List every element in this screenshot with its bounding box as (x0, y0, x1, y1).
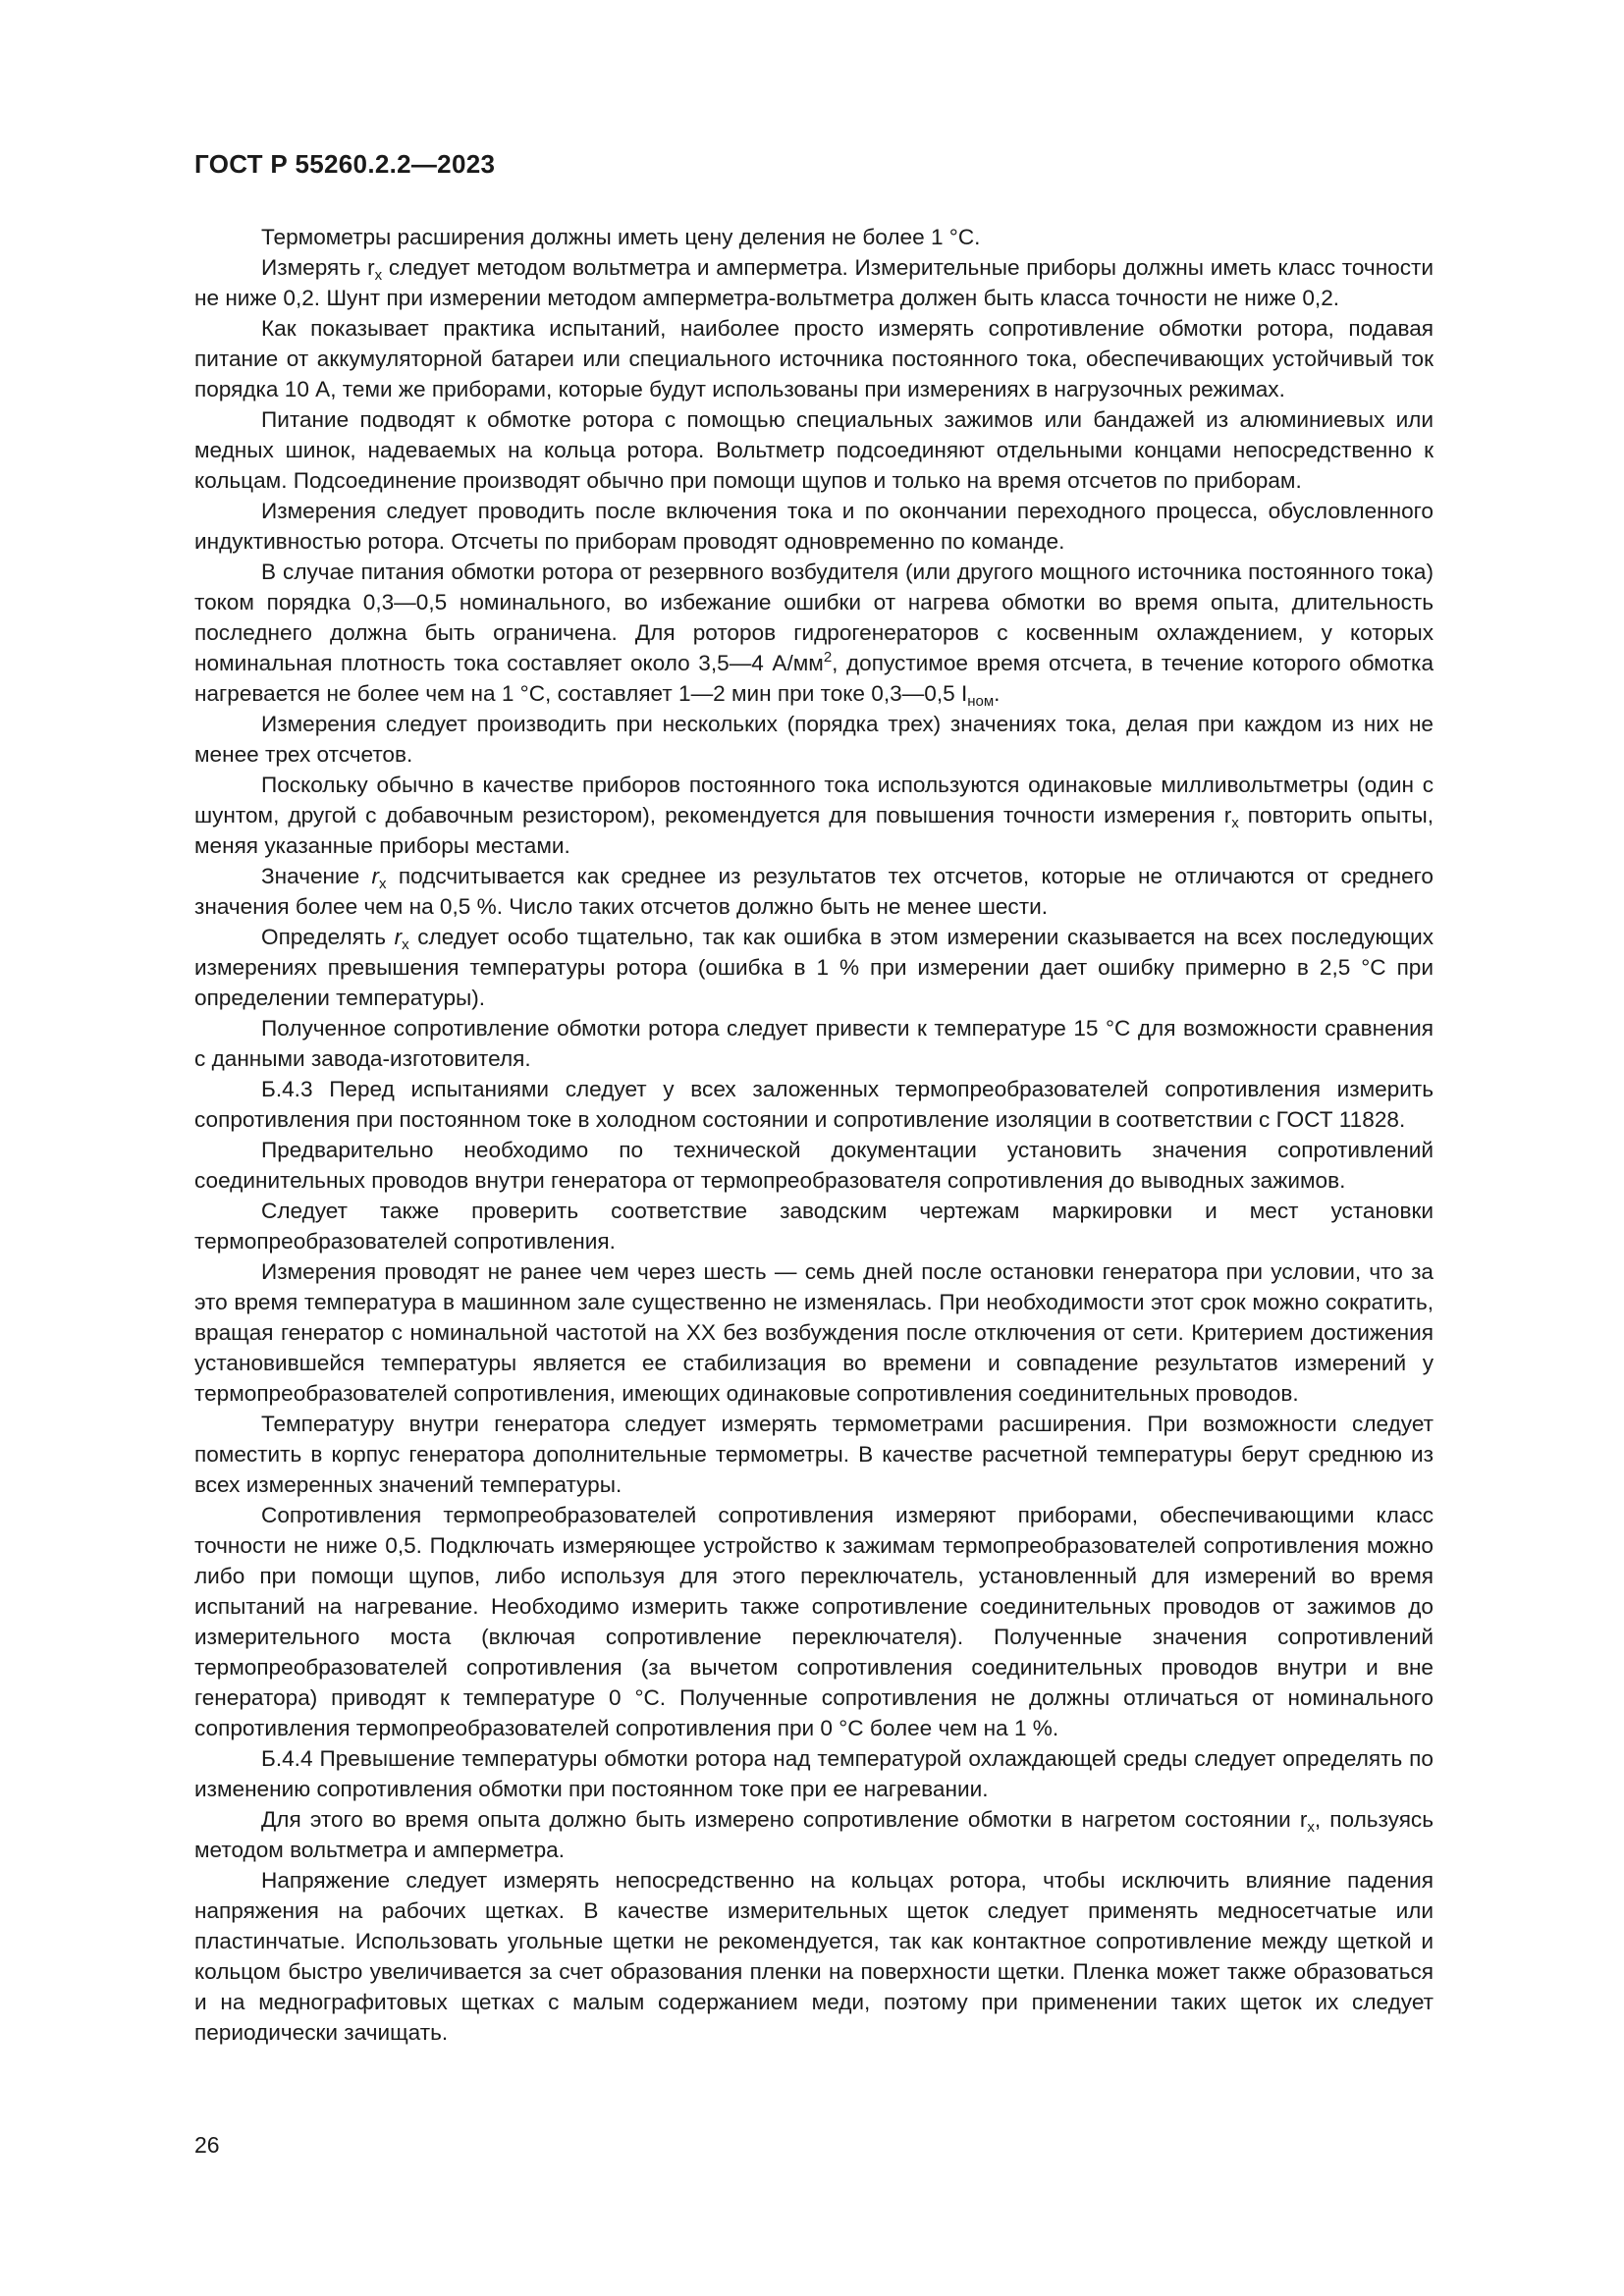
paragraph: Для этого во время опыта должно быть измерено сопротивление обмотки в нагретом состоянии $r_x$, пользуясь методом вольтметра и амперметра. (194, 1807, 1435, 1862)
paragraph: Измерять $r_x$ следует методом вольтметра и амперметра. Измерительные приборы должны иметь класс точности не ниже 0,2. Шунт при измерении методом амперметра-вольтметра должен быть класса точности не ниже 0,2. (194, 255, 1435, 310)
paragraph: Поскольку обычно в качестве приборов постоянного тока используются одинаковые милливольтметры (один с шунтом, другой с добавочным резистором), рекомендуется для повышения точности измерения $r_x$ повторить опыты, меняя указанные приборы местами. (194, 773, 1434, 858)
paragraph: Значение $r_x$ подсчитывается как среднее из результатов тех отсчетов, которые не отличаются от среднего значения более чем на 0,5 %. Число таких отсчетов должно быть не менее шести. (194, 864, 1434, 919)
paragraph: Предварительно необходимо по технической документации установить значения сопротивлений соединительных проводов внутри генератора от термопреобразователя сопротивления до выводных зажимов. (194, 1138, 1434, 1193)
symbol-r: r (371, 864, 380, 888)
subscript-x: x (379, 876, 387, 892)
subscript-x: x (1307, 1819, 1315, 1836)
paragraph: Полученное сопротивление обмотки ротора следует привести к температуре 15 °С для возможности сравнения с данными завода-изготовителя. (194, 1016, 1434, 1071)
subscript-x: x (402, 936, 409, 953)
paragraph: Б.4.3 Перед испытаниями следует у всех заложенных термопреобразователей сопротивления измерить сопротивления при постоянном токе в холодном состоянии и сопротивление изоляции в соответствии с ГОСТ 11828. (194, 1077, 1434, 1132)
symbol-r: r (1223, 803, 1232, 828)
paragraph: Напряжение следует измерять непосредственно на кольцах ротора, чтобы исключить влияние падения напряжения на рабочих щетках. В качестве измерительных щеток следует применять медносетчатые или пластинчатые. Использовать угольные щетки не рекомендуется, так как контактное сопротивление между щеткой и кольцом быстро увеличивается за счет образования пленки на поверхности щетки. Пленка может также образоваться и на меднографитовых щетках с малым содержанием меди, поэтому при применении таких щеток их следует периодически зачищать. (194, 1868, 1434, 2045)
paragraph: Питание подводят к обмотке ротора с помощью специальных зажимов или бандажей из алюминиевых или медных шинок, надеваемых на кольца ротора. Вольтметр подсоединяют отдельными концами непосредственно к кольцам. Подсоединение производят обычно при помощи щупов и только на время отсчетов по приборам. (194, 407, 1434, 493)
paragraph: Измерения проводят не ранее чем через шесть — семь дней после остановки генератора при условии, что за это время температура в машинном зале существенно не изменялась. При необходимости этот срок можно сократить, вращая генератор с номинальной частотой на XX без возбуждения после отключения от сети. Критерием достижения установившейся температуры является ее стабилизация во времени и совпадение результатов измерений у термопреобразователей сопротивления, имеющих одинаковые сопротивления соединительных проводов. (194, 1259, 1434, 1406)
paragraph: Как показывает практика испытаний, наиболее просто измерять сопротивление обмотки ротора, подавая питание от аккумуляторной батареи или специального источника постоянного тока, обеспечивающих устойчивый ток порядка 10 А, теми же приборами, которые будут использованы при измерениях в нагрузочных режимах. (194, 316, 1434, 401)
paragraph: Определять $r_x$ следует особо тщательно, так как ошибка в этом измерении сказывается на всех последующих измерениях превышения температуры ротора (ошибка в 1 % при измерении дает ошибку примерно в 2,5 °С при определении температуры). (194, 925, 1434, 1010)
paragraph: В случае питания обмотки ротора от резервного возбудителя (или другого мощного источника постоянного тока) током порядка 0,3—0,5 номинального, во избежание ошибки от нагрева обмотки во время опыта, длительность последнего должна быть ограничена. Для роторов гидрогенераторов с косвенным охлаждением, у которых номинальная плотность тока составляет около 3,5—4 $А/мм^2$, допустимое время отсчета, в течение которого обмотка нагревается не более чем на 1 °С, составляет 1—2 мин при токе 0,3—0,5 $I_{ном}$. (194, 560, 1435, 710)
symbol-r: r (1299, 1807, 1308, 1832)
document-body (194, 222, 1434, 2048)
subscript-nom: ном (967, 693, 995, 710)
paragraph: Сопротивления термопреобразователей сопротивления измеряют приборами, обеспечивающими класс точности не ниже 0,5. Подключать измеряющее устройство к зажимам термопреобразователей сопротивления можно либо при помощи щупов, либо используя для этого переключатель, установленный для измерений во время испытаний на нагревание. Необходимо измерить также сопротивление соединительных проводов от зажимов до измерительного моста (включая сопротивление переключателя). Полученные значения сопротивлений термопреобразователей сопротивления (за вычетом сопротивления соединительных проводов внутри и вне генератора) приводят к температуре 0 °С. Полученные сопротивления не должны отличаться от номинального сопротивления термопреобразователей сопротивления при 0 °С более чем на 1 %. (194, 1503, 1434, 1740)
paragraph: Б.4.4 Превышение температуры обмотки ротора над температурой охлаждающей среды следует определять по изменению сопротивления обмотки при постоянном токе при ее нагревании. (194, 1746, 1434, 1801)
paragraph: Измерения следует проводить после включения тока и по окончании переходного процесса, обусловленного индуктивностью ротора. Отсчеты по приборам проводят одновременно по команде. (194, 499, 1434, 554)
document-header: ГОСТ Р 55260.2.2—2023 (194, 149, 496, 179)
symbol-r: r (394, 925, 403, 949)
paragraph: Измерения следует производить при нескольких (порядка трех) значениях тока, делая при каждом из них не менее трех отсчетов. (194, 712, 1434, 767)
symbol-r: r (367, 255, 375, 280)
page-number: 26 (194, 2132, 220, 2158)
superscript-2: 2 (823, 649, 833, 666)
subscript-x: x (1231, 815, 1239, 831)
paragraph: Следует также проверить соответствие заводским чертежам маркировки и мест установки термопреобразователей сопротивления. (194, 1199, 1434, 1254)
paragraph: Температуру внутри генератора следует измерять термометрами расширения. При возможности следует поместить в корпус генератора дополнительные термометры. В качестве расчетной температуры берут среднюю из всех измеренных значений температуры. (194, 1412, 1434, 1497)
subscript-x: x (374, 267, 383, 284)
paragraph: Термометры расширения должны иметь цену деления не более 1 °С. (261, 225, 981, 249)
